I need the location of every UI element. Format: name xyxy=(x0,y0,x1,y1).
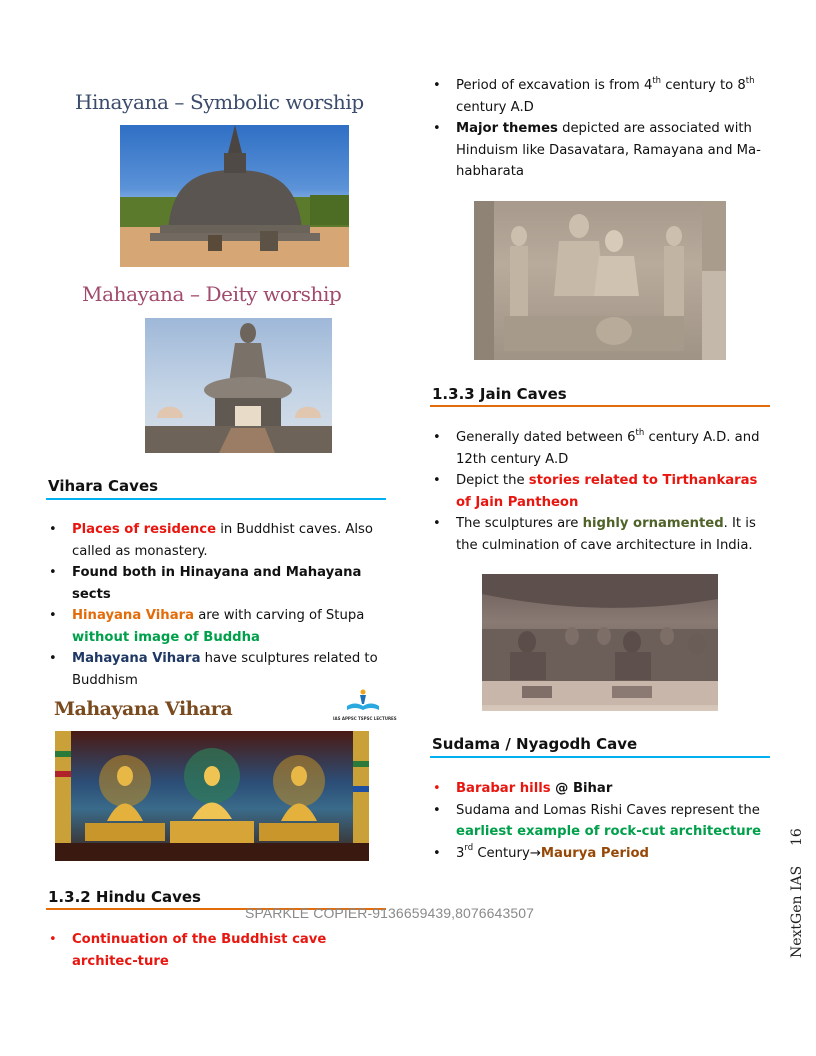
section-heading-jain: 1.3.3 Jain Caves xyxy=(432,385,567,403)
list-item xyxy=(432,470,772,513)
superscript: rd xyxy=(464,843,474,854)
body-text: Depict the xyxy=(456,473,529,488)
highlight-text: Continuation of the Buddhist cave architec-ture xyxy=(72,932,327,969)
body-text: have sculptures related to Buddhism xyxy=(72,651,378,688)
superscript: th xyxy=(635,427,645,438)
list-item xyxy=(432,513,772,556)
hindu-continued-bullet-list xyxy=(432,75,762,183)
bold-text: Major themes xyxy=(456,121,558,136)
list-item xyxy=(48,929,378,972)
superscript: th xyxy=(652,75,662,86)
mahayana-caption: Mahayana – Deity worship xyxy=(82,282,342,306)
superscript: th xyxy=(745,75,755,86)
body-text: depicted are associated with Hinduism like Dasavatara, Ramayana and Ma-habharata xyxy=(456,121,761,179)
list-item xyxy=(48,648,388,691)
list-item xyxy=(432,118,762,183)
list-item xyxy=(432,800,772,843)
list-item xyxy=(432,75,762,118)
highlight-text: earliest example of rock-cut architecture xyxy=(456,824,762,839)
section-heading-sudama: Sudama / Nyagodh Cave xyxy=(432,735,638,753)
body-text: Period of excavation is from 4 xyxy=(456,78,653,93)
buddha-statue-photo xyxy=(145,318,332,453)
section-rule-vihara xyxy=(46,498,386,500)
section-heading-vihara: Vihara Caves xyxy=(48,477,159,495)
logo-text: IAS APPSC TSPSC LECTURES xyxy=(333,716,397,721)
brand-footer: NextGen IAS xyxy=(789,865,805,958)
list-item xyxy=(432,427,772,470)
jain-bullet-list xyxy=(432,427,772,556)
highlight-text: highly ornamented xyxy=(582,516,724,531)
list-item xyxy=(432,778,772,800)
bold-text: Found both in Hinayana and Mahayana sects xyxy=(72,565,362,602)
hinayana-caption: Hinayana – Symbolic worship xyxy=(75,90,364,114)
vihara-bullet-list xyxy=(48,519,388,691)
highlight-text: stories related to Tirthankaras of Jain Pantheon xyxy=(456,473,758,510)
body-text: century A.D xyxy=(456,99,534,115)
body-text: century A.D. and 12th century A.D xyxy=(456,430,760,467)
sudama-bullet-list xyxy=(432,778,772,864)
mahayana-vihara-caption: Mahayana Vihara xyxy=(54,698,233,720)
list-item xyxy=(48,562,388,605)
body-text: in Buddhist caves. Also called as monastery. xyxy=(72,522,373,559)
body-text: . It is the culmination of cave architecture in India. xyxy=(456,516,756,553)
body-text: century to 8 xyxy=(661,78,746,93)
highlight-text: Hinayana Vihara xyxy=(72,608,194,623)
body-text: are with carving of Stupa xyxy=(194,608,365,623)
section-rule-jain xyxy=(430,405,770,407)
body-text: The sculptures are xyxy=(456,516,583,531)
jain-tirthankara-photo xyxy=(482,574,718,711)
bold-text: @ Bihar xyxy=(550,781,613,796)
arrow-right-icon: → xyxy=(529,845,541,861)
golden-buddhas-photo xyxy=(55,731,369,861)
highlight-text: Places of residence xyxy=(72,522,217,537)
highlight-text: Mahayana Vihara xyxy=(72,651,201,666)
highlight-text: Barabar hills xyxy=(456,781,551,796)
highlight-text: without image of Buddha xyxy=(72,629,260,645)
book-logo-icon xyxy=(333,688,393,712)
body-text: Generally dated between 6 xyxy=(456,430,636,445)
hindu-bullet-list xyxy=(48,929,378,972)
highlight-text: Maurya Period xyxy=(540,845,649,861)
watermark: SPARKLE COPIER-9136659439,8076643507 xyxy=(245,905,534,921)
stupa-photo xyxy=(120,125,349,267)
list-item xyxy=(48,605,388,648)
body-text: 3 xyxy=(456,845,465,861)
section-rule-sudama xyxy=(430,756,770,758)
hindu-relief-photo xyxy=(474,201,726,360)
body-text: Sudama and Lomas Rishi Caves represent the xyxy=(456,802,760,818)
lecture-logo xyxy=(333,688,397,721)
section-heading-hindu: 1.3.2 Hindu Caves xyxy=(48,888,201,906)
body-text: Century xyxy=(473,845,530,861)
page-number: 16 xyxy=(789,828,805,846)
list-item xyxy=(48,519,388,562)
list-item xyxy=(432,843,772,865)
